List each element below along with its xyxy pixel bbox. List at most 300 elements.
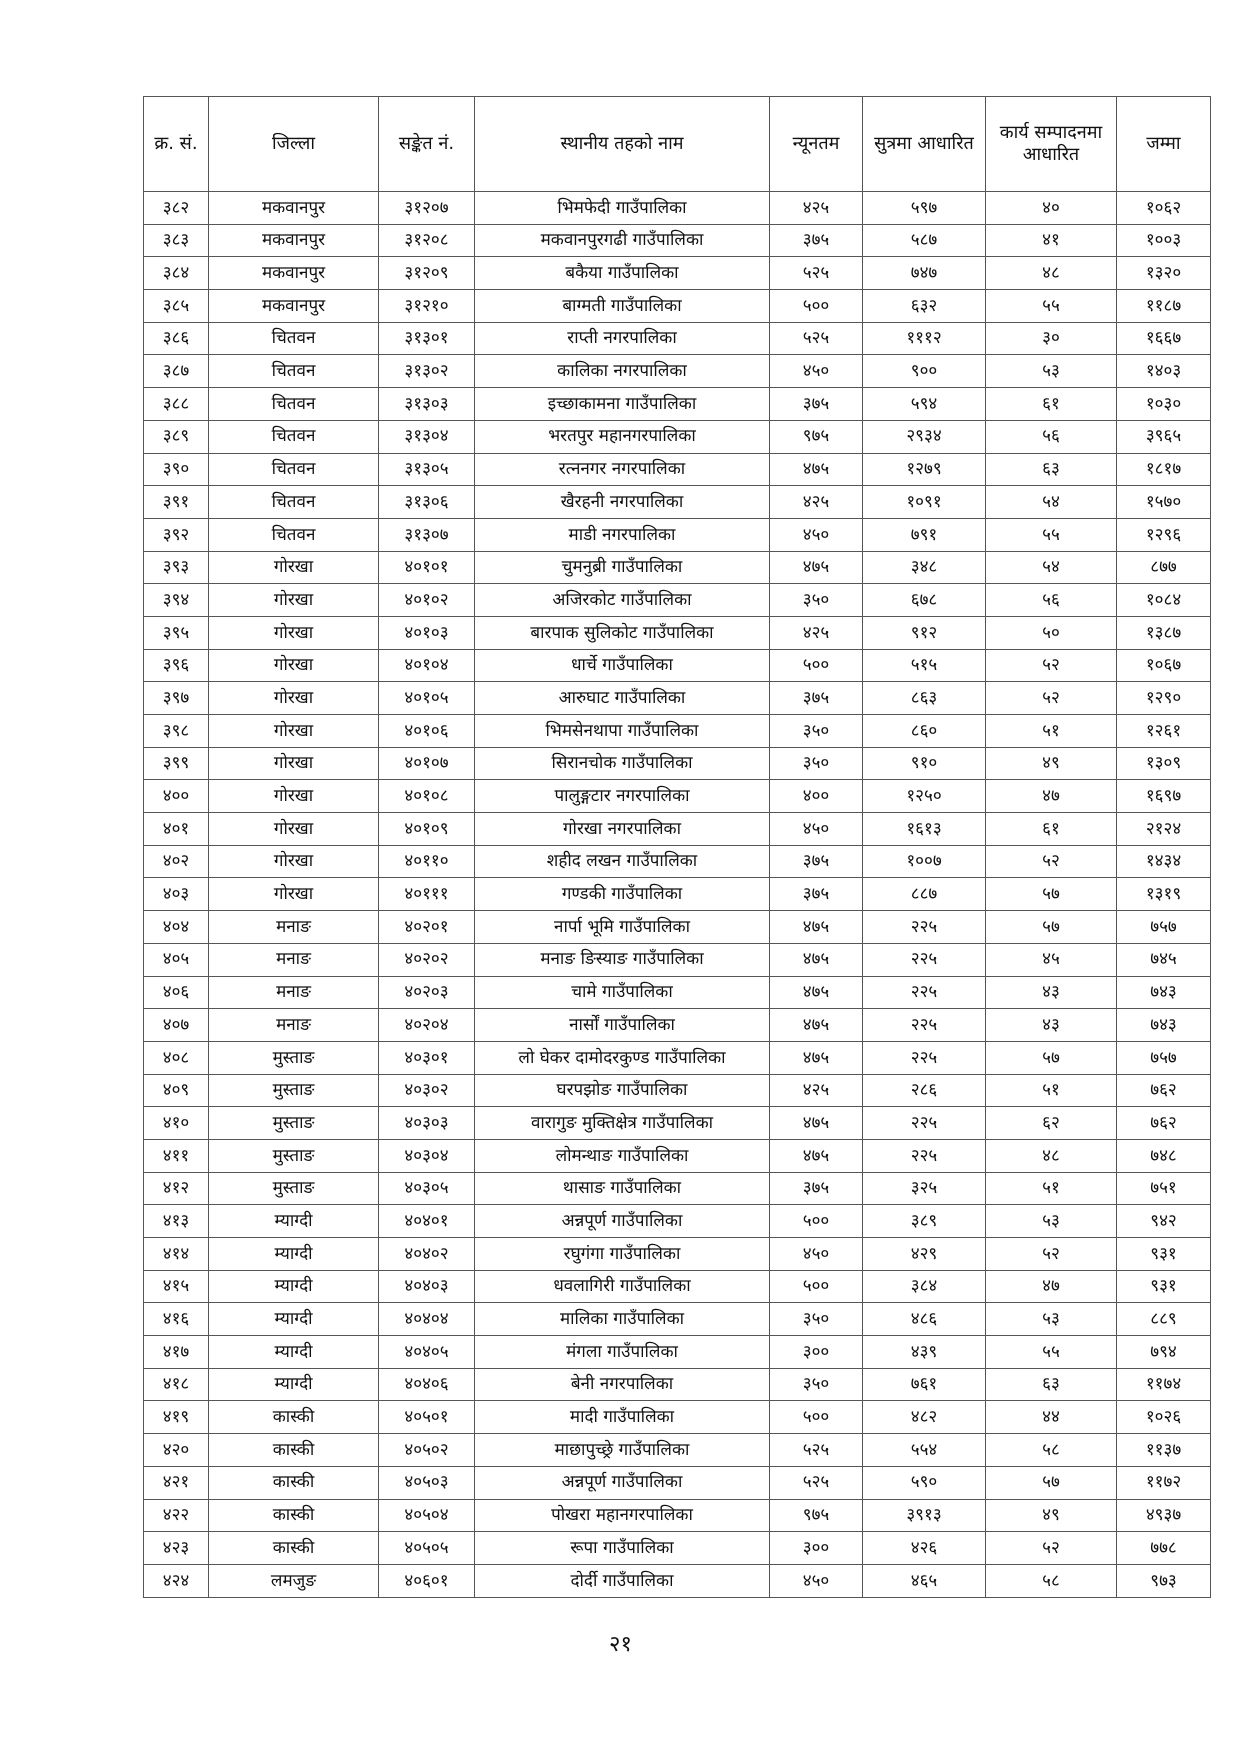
code-cell: ४०३०१ bbox=[379, 1041, 475, 1074]
minimum-cell: ४७५ bbox=[770, 1041, 863, 1074]
district-cell: चितवन bbox=[209, 453, 379, 486]
code-cell: ३१३०१ bbox=[379, 322, 475, 355]
formula-based-cell: ३९१३ bbox=[863, 1499, 986, 1532]
minimum-cell: ३५० bbox=[770, 715, 863, 748]
serial-cell: ४०९ bbox=[144, 1074, 209, 1107]
local-level-name-cell: लो घेकर दामोदरकुण्ड गाउँपालिका bbox=[475, 1041, 770, 1074]
total-cell: १३०९ bbox=[1117, 747, 1211, 780]
minimum-cell: ३७५ bbox=[770, 682, 863, 715]
table-row bbox=[144, 551, 1211, 584]
district-cell: म्याग्दी bbox=[209, 1368, 379, 1401]
code-cell: ४०११० bbox=[379, 845, 475, 878]
local-level-name-cell: बकैया गाउँपालिका bbox=[475, 257, 770, 290]
formula-based-cell: ४२९ bbox=[863, 1238, 986, 1271]
table-row bbox=[144, 388, 1211, 421]
formula-based-cell: ८६३ bbox=[863, 682, 986, 715]
local-level-name-cell: गण्डकी गाउँपालिका bbox=[475, 878, 770, 911]
code-cell: ४०१०६ bbox=[379, 715, 475, 748]
performance-based-cell: ५२ bbox=[986, 1532, 1117, 1565]
minimum-cell: ३५० bbox=[770, 1368, 863, 1401]
serial-cell: ४११ bbox=[144, 1139, 209, 1172]
district-cell: मकवानपुर bbox=[209, 224, 379, 257]
district-cell: कास्की bbox=[209, 1434, 379, 1467]
district-cell: गोरखा bbox=[209, 715, 379, 748]
serial-cell: ३८६ bbox=[144, 322, 209, 355]
total-cell: १०२६ bbox=[1117, 1401, 1211, 1434]
formula-based-cell: ४८२ bbox=[863, 1401, 986, 1434]
performance-based-cell: ४४ bbox=[986, 1401, 1117, 1434]
serial-cell: ३८९ bbox=[144, 420, 209, 453]
local-level-name-cell: भरतपुर महानगरपालिका bbox=[475, 420, 770, 453]
performance-based-cell: ५२ bbox=[986, 649, 1117, 682]
code-cell: ३१२०९ bbox=[379, 257, 475, 290]
serial-cell: ३८४ bbox=[144, 257, 209, 290]
total-cell: ७४५ bbox=[1117, 943, 1211, 976]
code-cell: ३१३०५ bbox=[379, 453, 475, 486]
local-level-name-cell: धवलागिरी गाउँपालिका bbox=[475, 1270, 770, 1303]
table-row bbox=[144, 1074, 1211, 1107]
minimum-cell: ५०० bbox=[770, 1270, 863, 1303]
performance-based-cell: ६३ bbox=[986, 1368, 1117, 1401]
table-row bbox=[144, 649, 1211, 682]
table-row bbox=[144, 1270, 1211, 1303]
code-cell: ४०३०२ bbox=[379, 1074, 475, 1107]
total-cell: ९४२ bbox=[1117, 1205, 1211, 1238]
table-row bbox=[144, 224, 1211, 257]
table-row bbox=[144, 322, 1211, 355]
formula-based-cell: ३८४ bbox=[863, 1270, 986, 1303]
minimum-cell: ४७५ bbox=[770, 551, 863, 584]
formula-based-cell: ५९४ bbox=[863, 388, 986, 421]
district-cell: गोरखा bbox=[209, 584, 379, 617]
district-cell: गोरखा bbox=[209, 845, 379, 878]
table-row bbox=[144, 1499, 1211, 1532]
formula-based-cell: १६१३ bbox=[863, 813, 986, 846]
performance-based-cell: ५१ bbox=[986, 715, 1117, 748]
district-cell: मुस्ताङ bbox=[209, 1139, 379, 1172]
table-row bbox=[144, 715, 1211, 748]
performance-based-cell: ५१ bbox=[986, 1074, 1117, 1107]
serial-cell: ४१० bbox=[144, 1107, 209, 1140]
district-cell: गोरखा bbox=[209, 780, 379, 813]
formula-based-cell: ५८७ bbox=[863, 224, 986, 257]
minimum-cell: ३५० bbox=[770, 747, 863, 780]
code-cell: ४०४०५ bbox=[379, 1336, 475, 1369]
code-cell: ४०५०२ bbox=[379, 1434, 475, 1467]
code-cell: ४०२०४ bbox=[379, 1009, 475, 1042]
table-body bbox=[144, 192, 1211, 1598]
serial-cell: ३९७ bbox=[144, 682, 209, 715]
district-cell: गोरखा bbox=[209, 813, 379, 846]
table-row bbox=[144, 813, 1211, 846]
minimum-cell: ३०० bbox=[770, 1532, 863, 1565]
serial-cell: ४०७ bbox=[144, 1009, 209, 1042]
district-cell: म्याग्दी bbox=[209, 1336, 379, 1369]
minimum-cell: ९७५ bbox=[770, 1499, 863, 1532]
code-cell: ४०५०३ bbox=[379, 1466, 475, 1499]
minimum-cell: ४५० bbox=[770, 1564, 863, 1597]
serial-cell: ४१७ bbox=[144, 1336, 209, 1369]
performance-based-cell: ५५ bbox=[986, 518, 1117, 551]
total-cell: ७९४ bbox=[1117, 1336, 1211, 1369]
table-row bbox=[144, 1009, 1211, 1042]
performance-based-cell: ४१ bbox=[986, 224, 1117, 257]
serial-cell: ३९३ bbox=[144, 551, 209, 584]
serial-cell: ३८३ bbox=[144, 224, 209, 257]
minimum-cell: ४७५ bbox=[770, 453, 863, 486]
performance-based-cell: ४५ bbox=[986, 943, 1117, 976]
local-level-name-cell: भिमसेनथापा गाउँपालिका bbox=[475, 715, 770, 748]
code-cell: ४०१०८ bbox=[379, 780, 475, 813]
table-row bbox=[144, 1434, 1211, 1467]
district-cell: म्याग्दी bbox=[209, 1238, 379, 1271]
total-cell: ९३१ bbox=[1117, 1238, 1211, 1271]
code-cell: ३१२१० bbox=[379, 290, 475, 323]
minimum-cell: ३५० bbox=[770, 1303, 863, 1336]
performance-based-cell: ५४ bbox=[986, 551, 1117, 584]
serial-cell: ४०२ bbox=[144, 845, 209, 878]
serial-cell: ४१८ bbox=[144, 1368, 209, 1401]
local-level-name-cell: सिरानचोक गाउँपालिका bbox=[475, 747, 770, 780]
performance-based-cell: ४७ bbox=[986, 780, 1117, 813]
minimum-cell: ४५० bbox=[770, 1238, 863, 1271]
local-level-name-cell: रूपा गाउँपालिका bbox=[475, 1532, 770, 1565]
total-cell: ७४३ bbox=[1117, 1009, 1211, 1042]
formula-based-cell: ९०० bbox=[863, 355, 986, 388]
minimum-cell: ४५० bbox=[770, 518, 863, 551]
total-cell: ४९३७ bbox=[1117, 1499, 1211, 1532]
serial-cell: ४२२ bbox=[144, 1499, 209, 1532]
serial-cell: ३९० bbox=[144, 453, 209, 486]
performance-based-cell: ५३ bbox=[986, 355, 1117, 388]
local-level-name-cell: रत्ननगर नगरपालिका bbox=[475, 453, 770, 486]
formula-based-cell: ६७८ bbox=[863, 584, 986, 617]
code-cell: ४०४०४ bbox=[379, 1303, 475, 1336]
performance-based-cell: ४८ bbox=[986, 1139, 1117, 1172]
district-cell: चितवन bbox=[209, 322, 379, 355]
total-cell: १२६१ bbox=[1117, 715, 1211, 748]
total-cell: १३२० bbox=[1117, 257, 1211, 290]
formula-based-cell: ९१२ bbox=[863, 616, 986, 649]
district-cell: कास्की bbox=[209, 1499, 379, 1532]
minimum-cell: ४७५ bbox=[770, 1139, 863, 1172]
local-level-name-cell: चुमनुब्री गाउँपालिका bbox=[475, 551, 770, 584]
formula-based-cell: ५९७ bbox=[863, 192, 986, 225]
district-cell: गोरखा bbox=[209, 616, 379, 649]
minimum-cell: ५२५ bbox=[770, 1434, 863, 1467]
total-cell: ७६२ bbox=[1117, 1107, 1211, 1140]
formula-based-cell: ७९१ bbox=[863, 518, 986, 551]
total-cell: ७७८ bbox=[1117, 1532, 1211, 1565]
minimum-cell: ५०० bbox=[770, 649, 863, 682]
formula-based-cell: २२५ bbox=[863, 943, 986, 976]
local-level-name-cell: गोरखा नगरपालिका bbox=[475, 813, 770, 846]
serial-cell: ३९६ bbox=[144, 649, 209, 682]
serial-cell: ४१५ bbox=[144, 1270, 209, 1303]
formula-based-cell: ७४७ bbox=[863, 257, 986, 290]
district-cell: गोरखा bbox=[209, 878, 379, 911]
serial-cell: ४१६ bbox=[144, 1303, 209, 1336]
performance-based-cell: ५२ bbox=[986, 1238, 1117, 1271]
code-cell: ३१३०२ bbox=[379, 355, 475, 388]
total-cell: ७६२ bbox=[1117, 1074, 1211, 1107]
grant-allocation-table bbox=[143, 96, 1211, 1598]
minimum-cell: ३७५ bbox=[770, 878, 863, 911]
district-cell: मनाङ bbox=[209, 911, 379, 944]
local-level-name-cell: बाग्मती गाउँपालिका bbox=[475, 290, 770, 323]
total-cell: १०६२ bbox=[1117, 192, 1211, 225]
total-cell: १०६७ bbox=[1117, 649, 1211, 682]
minimum-cell: ३७५ bbox=[770, 845, 863, 878]
header-code: सङ्केत नं. bbox=[379, 97, 475, 192]
performance-based-cell: ६१ bbox=[986, 388, 1117, 421]
minimum-cell: ४०० bbox=[770, 780, 863, 813]
header-performance-based: कार्य सम्पादनमा आधारित bbox=[986, 97, 1117, 192]
formula-based-cell: ३२५ bbox=[863, 1172, 986, 1205]
district-cell: लमजुङ bbox=[209, 1564, 379, 1597]
total-cell: ७४८ bbox=[1117, 1139, 1211, 1172]
performance-based-cell: ५५ bbox=[986, 290, 1117, 323]
table-row bbox=[144, 682, 1211, 715]
serial-cell: ३९२ bbox=[144, 518, 209, 551]
performance-based-cell: ५२ bbox=[986, 845, 1117, 878]
formula-based-cell: १००७ bbox=[863, 845, 986, 878]
minimum-cell: ४२५ bbox=[770, 486, 863, 519]
district-cell: चितवन bbox=[209, 486, 379, 519]
district-cell: मनाङ bbox=[209, 1009, 379, 1042]
header-formula-based: सुत्रमा आधारित bbox=[863, 97, 986, 192]
table-row bbox=[144, 290, 1211, 323]
total-cell: ११३७ bbox=[1117, 1434, 1211, 1467]
serial-cell: ४०६ bbox=[144, 976, 209, 1009]
total-cell: १४०३ bbox=[1117, 355, 1211, 388]
local-level-name-cell: माछापुच्छ्रे गाउँपालिका bbox=[475, 1434, 770, 1467]
header-serial: क्र. सं. bbox=[144, 97, 209, 192]
total-cell: १३१९ bbox=[1117, 878, 1211, 911]
formula-based-cell: ४३९ bbox=[863, 1336, 986, 1369]
minimum-cell: ४५० bbox=[770, 355, 863, 388]
district-cell: कास्की bbox=[209, 1401, 379, 1434]
table-row bbox=[144, 257, 1211, 290]
code-cell: ४०३०५ bbox=[379, 1172, 475, 1205]
performance-based-cell: ४० bbox=[986, 192, 1117, 225]
code-cell: ४०४०३ bbox=[379, 1270, 475, 1303]
table-row bbox=[144, 747, 1211, 780]
minimum-cell: ३७५ bbox=[770, 388, 863, 421]
serial-cell: ३९४ bbox=[144, 584, 209, 617]
total-cell: ७५१ bbox=[1117, 1172, 1211, 1205]
header-local-level-name: स्थानीय तहको नाम bbox=[475, 97, 770, 192]
local-level-name-cell: धार्चे गाउँपालिका bbox=[475, 649, 770, 682]
performance-based-cell: ३० bbox=[986, 322, 1117, 355]
local-level-name-cell: नार्पा भूमि गाउँपालिका bbox=[475, 911, 770, 944]
total-cell: ७५७ bbox=[1117, 911, 1211, 944]
code-cell: ४०५०५ bbox=[379, 1532, 475, 1565]
district-cell: मुस्ताङ bbox=[209, 1074, 379, 1107]
local-level-name-cell: घरपझोङ गाउँपालिका bbox=[475, 1074, 770, 1107]
code-cell: ३१३०७ bbox=[379, 518, 475, 551]
table-row bbox=[144, 878, 1211, 911]
code-cell: ४०५०४ bbox=[379, 1499, 475, 1532]
table-row bbox=[144, 1303, 1211, 1336]
formula-based-cell: २२५ bbox=[863, 976, 986, 1009]
formula-based-cell: १११२ bbox=[863, 322, 986, 355]
code-cell: ४०१०४ bbox=[379, 649, 475, 682]
district-cell: म्याग्दी bbox=[209, 1270, 379, 1303]
performance-based-cell: ६१ bbox=[986, 813, 1117, 846]
code-cell: ४०२०१ bbox=[379, 911, 475, 944]
minimum-cell: ४७५ bbox=[770, 911, 863, 944]
formula-based-cell: ८६० bbox=[863, 715, 986, 748]
table-row bbox=[144, 486, 1211, 519]
total-cell: ११७२ bbox=[1117, 1466, 1211, 1499]
formula-based-cell: २८६ bbox=[863, 1074, 986, 1107]
performance-based-cell: ५८ bbox=[986, 1564, 1117, 1597]
local-level-name-cell: मकवानपुरगढी गाउँपालिका bbox=[475, 224, 770, 257]
district-cell: कास्की bbox=[209, 1466, 379, 1499]
table-row bbox=[144, 911, 1211, 944]
code-cell: ३१३०६ bbox=[379, 486, 475, 519]
minimum-cell: ४२५ bbox=[770, 616, 863, 649]
performance-based-cell: ५२ bbox=[986, 682, 1117, 715]
performance-based-cell: ५१ bbox=[986, 1172, 1117, 1205]
district-cell: मनाङ bbox=[209, 943, 379, 976]
code-cell: ४०३०४ bbox=[379, 1139, 475, 1172]
local-level-name-cell: भिमफेदी गाउँपालिका bbox=[475, 192, 770, 225]
formula-based-cell: ४२६ bbox=[863, 1532, 986, 1565]
formula-based-cell: ५९० bbox=[863, 1466, 986, 1499]
district-cell: मकवानपुर bbox=[209, 290, 379, 323]
total-cell: १०८४ bbox=[1117, 584, 1211, 617]
performance-based-cell: ४९ bbox=[986, 747, 1117, 780]
table-row bbox=[144, 943, 1211, 976]
serial-cell: ४२० bbox=[144, 1434, 209, 1467]
total-cell: ११७४ bbox=[1117, 1368, 1211, 1401]
district-cell: मुस्ताङ bbox=[209, 1041, 379, 1074]
header-district: जिल्ला bbox=[209, 97, 379, 192]
formula-based-cell: ५५४ bbox=[863, 1434, 986, 1467]
table-row bbox=[144, 192, 1211, 225]
performance-based-cell: ६२ bbox=[986, 1107, 1117, 1140]
serial-cell: ३९१ bbox=[144, 486, 209, 519]
total-cell: १४३४ bbox=[1117, 845, 1211, 878]
code-cell: ३१३०३ bbox=[379, 388, 475, 421]
formula-based-cell: २२५ bbox=[863, 911, 986, 944]
local-level-name-cell: लोमन्थाङ गाउँपालिका bbox=[475, 1139, 770, 1172]
district-cell: म्याग्दी bbox=[209, 1205, 379, 1238]
local-level-name-cell: थासाङ गाउँपालिका bbox=[475, 1172, 770, 1205]
minimum-cell: ४७५ bbox=[770, 1107, 863, 1140]
table-row bbox=[144, 453, 1211, 486]
table-row bbox=[144, 1238, 1211, 1271]
total-cell: ११८७ bbox=[1117, 290, 1211, 323]
district-cell: चितवन bbox=[209, 388, 379, 421]
code-cell: ४०२०२ bbox=[379, 943, 475, 976]
performance-based-cell: ५४ bbox=[986, 486, 1117, 519]
formula-based-cell: ४८६ bbox=[863, 1303, 986, 1336]
total-cell: ३९६५ bbox=[1117, 420, 1211, 453]
serial-cell: ३८७ bbox=[144, 355, 209, 388]
local-level-name-cell: पालुङ्गटार नगरपालिका bbox=[475, 780, 770, 813]
performance-based-cell: ४९ bbox=[986, 1499, 1117, 1532]
table-row bbox=[144, 1041, 1211, 1074]
serial-cell: ३९५ bbox=[144, 616, 209, 649]
serial-cell: ४१२ bbox=[144, 1172, 209, 1205]
header-total: जम्मा bbox=[1117, 97, 1211, 192]
table-row bbox=[144, 1172, 1211, 1205]
serial-cell: ४१९ bbox=[144, 1401, 209, 1434]
minimum-cell: ४२५ bbox=[770, 1074, 863, 1107]
minimum-cell: ५२५ bbox=[770, 1466, 863, 1499]
district-cell: मुस्ताङ bbox=[209, 1172, 379, 1205]
total-cell: १६६७ bbox=[1117, 322, 1211, 355]
formula-based-cell: २२५ bbox=[863, 1107, 986, 1140]
serial-cell: ३८८ bbox=[144, 388, 209, 421]
code-cell: ४०४०२ bbox=[379, 1238, 475, 1271]
local-level-name-cell: इच्छाकामना गाउँपालिका bbox=[475, 388, 770, 421]
district-cell: गोरखा bbox=[209, 551, 379, 584]
formula-based-cell: २२५ bbox=[863, 1041, 986, 1074]
formula-based-cell: १२७९ bbox=[863, 453, 986, 486]
serial-cell: ४२३ bbox=[144, 1532, 209, 1565]
table-row bbox=[144, 1205, 1211, 1238]
local-level-name-cell: रघुगंगा गाउँपालिका bbox=[475, 1238, 770, 1271]
total-cell: १३८७ bbox=[1117, 616, 1211, 649]
district-cell: मकवानपुर bbox=[209, 257, 379, 290]
performance-based-cell: ५७ bbox=[986, 911, 1117, 944]
total-cell: ८८९ bbox=[1117, 1303, 1211, 1336]
total-cell: १५७० bbox=[1117, 486, 1211, 519]
district-cell: मनाङ bbox=[209, 976, 379, 1009]
code-cell: ४०१०२ bbox=[379, 584, 475, 617]
serial-cell: ४१३ bbox=[144, 1205, 209, 1238]
serial-cell: ३८२ bbox=[144, 192, 209, 225]
district-cell: मकवानपुर bbox=[209, 192, 379, 225]
local-level-name-cell: माडी नगरपालिका bbox=[475, 518, 770, 551]
code-cell: ४०२०३ bbox=[379, 976, 475, 1009]
code-cell: ३१३०४ bbox=[379, 420, 475, 453]
local-level-name-cell: मादी गाउँपालिका bbox=[475, 1401, 770, 1434]
serial-cell: ३८५ bbox=[144, 290, 209, 323]
local-level-name-cell: शहीद लखन गाउँपालिका bbox=[475, 845, 770, 878]
page-number: २१ bbox=[609, 1632, 632, 1657]
local-level-name-cell: कालिका नगरपालिका bbox=[475, 355, 770, 388]
performance-based-cell: ४३ bbox=[986, 976, 1117, 1009]
minimum-cell: ५०० bbox=[770, 290, 863, 323]
formula-based-cell: १०९१ bbox=[863, 486, 986, 519]
serial-cell: ४०५ bbox=[144, 943, 209, 976]
total-cell: १२९० bbox=[1117, 682, 1211, 715]
table-row bbox=[144, 1564, 1211, 1597]
code-cell: ४०४०६ bbox=[379, 1368, 475, 1401]
local-level-name-cell: राप्ती नगरपालिका bbox=[475, 322, 770, 355]
local-level-name-cell: बेनी नगरपालिका bbox=[475, 1368, 770, 1401]
performance-based-cell: ५५ bbox=[986, 1336, 1117, 1369]
serial-cell: ४२४ bbox=[144, 1564, 209, 1597]
code-cell: ४०१०९ bbox=[379, 813, 475, 846]
total-cell: १२९६ bbox=[1117, 518, 1211, 551]
minimum-cell: ५२५ bbox=[770, 257, 863, 290]
table-row bbox=[144, 1368, 1211, 1401]
total-cell: १६९७ bbox=[1117, 780, 1211, 813]
performance-based-cell: ५८ bbox=[986, 1434, 1117, 1467]
local-level-name-cell: दोर्दी गाउँपालिका bbox=[475, 1564, 770, 1597]
code-cell: ४०१११ bbox=[379, 878, 475, 911]
total-cell: १००३ bbox=[1117, 224, 1211, 257]
total-cell: १०३० bbox=[1117, 388, 1211, 421]
total-cell: ८७७ bbox=[1117, 551, 1211, 584]
serial-cell: ३९८ bbox=[144, 715, 209, 748]
